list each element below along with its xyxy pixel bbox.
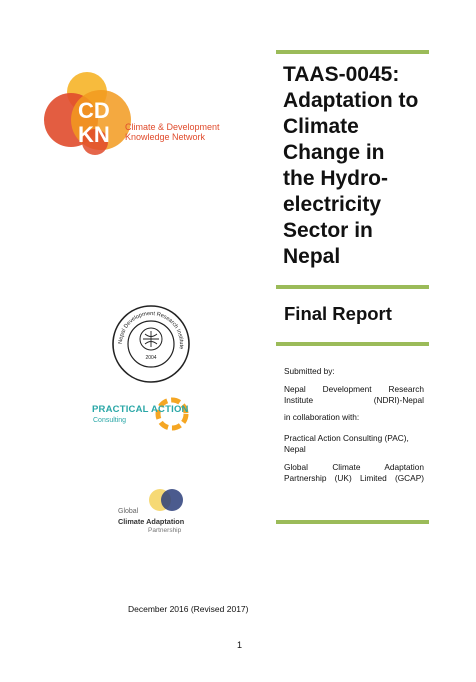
partner-pac: Practical Action Consulting (PAC), Nepal (284, 433, 409, 454)
page-number: 1 (237, 640, 243, 650)
ndri-seal (110, 303, 192, 385)
report-date: December 2016 (Revised 2017) (128, 604, 249, 614)
gcap-line-3: Partnership (148, 527, 182, 534)
practical-action-sub: Consulting (93, 417, 127, 424)
report-title: TAAS-0045: Adaptation to Climate Change in the Hydro- electricity Sector in Nepal (283, 63, 419, 268)
cdkn-mark-bottom: KN (78, 122, 110, 147)
accent-rule-bottom (276, 520, 429, 524)
cdkn-mark-top: CD (78, 98, 110, 123)
cdkn-tagline: Climate & Development Knowledge Network (125, 122, 220, 142)
accent-rule-2 (276, 285, 429, 289)
accent-rule-3 (276, 342, 429, 346)
gcap-line-2: Climate Adaptation (118, 517, 185, 526)
ndri-seal-number: 2004 (145, 355, 157, 361)
submitted-by-label: Submitted by: (284, 366, 335, 376)
ndri-seal-text: Nepal Development Research Institute (117, 310, 185, 350)
gcap-line-1: Global (118, 508, 139, 515)
partner-gcap: Global Climate Adaptation Partnership (UK) Limited (GCAP) (284, 462, 424, 483)
final-report-heading: Final Report (284, 303, 392, 324)
accent-rule-top (276, 50, 429, 54)
collaboration-label: in collaboration with: (284, 412, 360, 422)
submitter-name: Nepal Development Research Institute (NDRI)-Nepal (284, 384, 424, 405)
gcap-logo (146, 484, 190, 518)
practical-action-name: PRACTICAL ACTION (92, 404, 189, 415)
cdkn-logo (43, 70, 243, 156)
